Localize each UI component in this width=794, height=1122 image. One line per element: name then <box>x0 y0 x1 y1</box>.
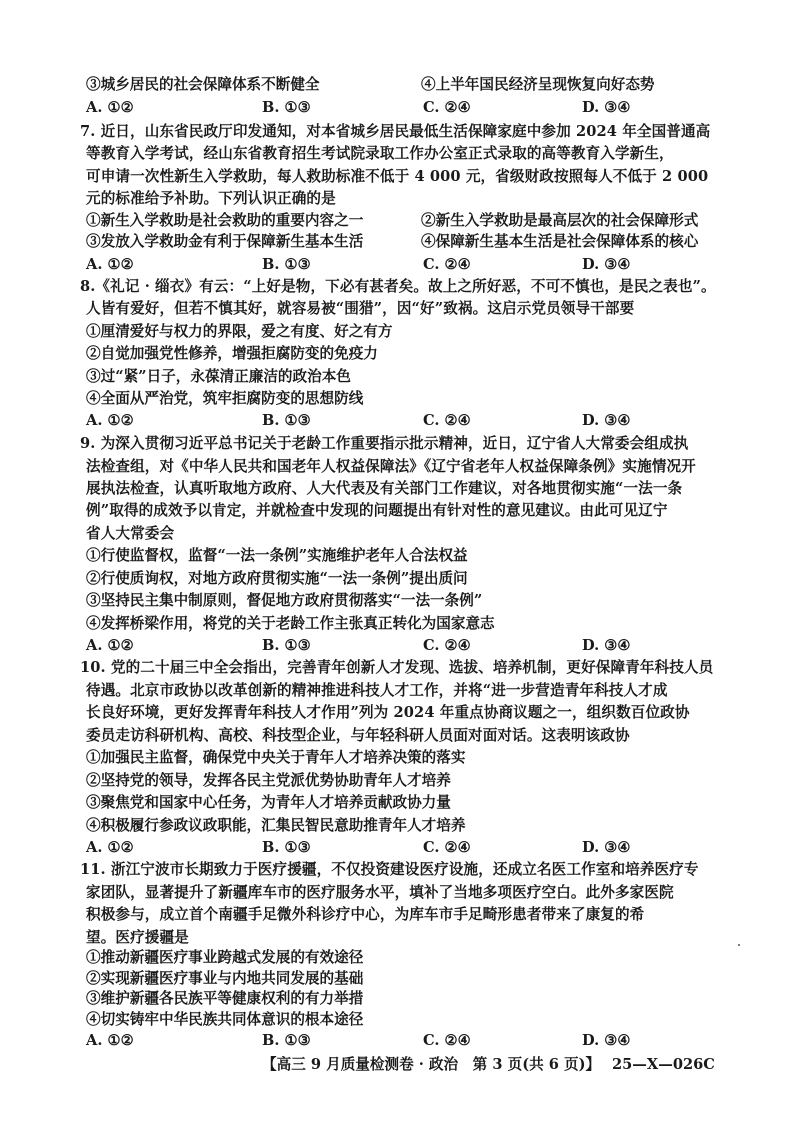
q9-stem-line-3: 展执法检查，认真听取地方政府、人大代表及有关部门工作建议，对各地贯彻实施“一法一条 <box>86 479 683 497</box>
q6-option-d: D. ③④ <box>582 99 631 117</box>
q8-statement-1: ①厘清爱好与权力的界限，爱之有度、好之有方 <box>86 322 393 340</box>
q7-stem-line-1: 7. 近日，山东省民政厅印发通知，对本省城乡居民最低生活保障家庭中参加 2024 年全国普通高 <box>80 122 711 140</box>
q10-stem-line-4: 委员走访科研机构、高校、科技型企业，与年轻科研人员面对面对话。这表明该政协 <box>86 726 630 744</box>
q11-option-a: A. ①② <box>86 1031 134 1049</box>
q7-option-b: B. ①③ <box>262 255 311 273</box>
q8-option-b: B. ①③ <box>262 411 311 429</box>
q8-statement-4: ④全面从严治党，筑牢拒腐防变的思想防线 <box>86 390 364 408</box>
q11-statement-3: ③维护新疆各民族平等健康权利的有力举措 <box>86 990 364 1008</box>
q11-stem-line-1: 11. 浙江宁波市长期致力于医疗援疆，不仅投资建设医疗设施，还成立名医工作室和培养医疗专 <box>80 861 699 879</box>
q6-statement-4: ④上半年国民经济呈现恢复向好态势 <box>421 76 655 93</box>
q8-stem-line-2: 人皆有爱好，但若不慎其好，就容易被“围猎”，因“好”致祸。这启示党员领导干部要 <box>86 300 635 318</box>
q10-statement-2: ②坚持党的领导，发挥各民主党派优势协助青年人才培养 <box>86 771 451 789</box>
q10-stem-line-1: 10. 党的二十届三中全会指出，完善青年创新人才发现、选拔、培养机制，更好保障青年科技人员 <box>80 659 714 677</box>
q7-option-c: C. ②④ <box>423 255 471 273</box>
q8-option-c: C. ②④ <box>423 411 471 429</box>
q10-stem-line-2: 待遇。北京市政协以改革创新的精神推进科技人才工作，并将“进一步营造青年科技人才成 <box>86 681 668 699</box>
q7-option-d: D. ③④ <box>582 255 631 273</box>
q11-statement-4: ④切实铸牢中华民族共同体意识的根本途径 <box>86 1011 364 1028</box>
q9-option-c: C. ②④ <box>423 637 471 654</box>
q8-stem-line-1: 8.《礼记 · 缁衣》有云：“上好是物，下必有甚者矣。故上之所好恶，不可不慎也，是民之表也”。 <box>80 278 716 295</box>
q10-option-b: B. ①③ <box>262 839 311 856</box>
q9-stem-line-4: 例”取得的成效予以肯定，并就检查中发现的问题提出有针对性的意见建议。由此可见辽宁 <box>86 502 668 520</box>
q10-option-c: C. ②④ <box>423 839 471 856</box>
q7-statement-4: ④保障新生基本生活是社会保障体系的核心 <box>421 233 699 251</box>
footer-title: 【高三 9 月质量检测卷 · 政治 第 3 页(共 6 页)】 <box>262 1055 601 1073</box>
q6-option-b: B. ①③ <box>262 99 311 117</box>
q9-option-b: B. ①③ <box>262 637 311 654</box>
q8-option-a: A. ①② <box>86 411 134 429</box>
q7-statement-2: ②新生入学救助是最高层次的社会保障形式 <box>421 211 699 229</box>
q9-stem-line-2: 法检查组，对《中华人民共和国老年人权益保障法》《辽宁省老年人权益保障条例》实施情况开 <box>86 457 696 475</box>
q9-option-d: D. ③④ <box>582 637 631 654</box>
q9-statement-3: ③坚持民主集中制原则，督促地方政府贯彻落实“一法一条例” <box>86 592 483 610</box>
q6-option-a: A. ①② <box>86 99 134 117</box>
q11-stem-line-4: 望。医疗援疆是 <box>86 928 189 946</box>
q10-option-d: D. ③④ <box>582 839 631 856</box>
q6-option-c: C. ②④ <box>423 99 471 117</box>
footer-code: 25—X—026C <box>612 1055 715 1073</box>
q7-stem-line-4: 元的标准给予补助。下列认识正确的是 <box>86 190 336 208</box>
q11-statement-2: ②实现新疆医疗事业与内地共同发展的基础 <box>86 969 364 987</box>
scan-speck <box>738 944 740 946</box>
q10-statement-4: ④积极履行参政议政职能，汇集民智民意助推青年人才培养 <box>86 816 466 834</box>
q10-stem-line-3: 长良好环境，更好发挥青年科技人才作用”列为 2024 年重点协商议题之一，组织数百位政协 <box>86 704 690 722</box>
q9-statement-2: ②行使质询权，对地方政府贯彻实施“一法一条例”提出质问 <box>86 569 468 587</box>
q11-option-b: B. ①③ <box>262 1031 311 1049</box>
q6-statement-3: ③城乡居民的社会保障体系不断健全 <box>86 76 320 93</box>
q9-statement-4: ④发挥桥梁作用，将党的关于老龄工作主张真正转化为国家意志 <box>86 614 495 632</box>
q7-stem-line-2: 等教育入学考试，经山东省教育招生考试院录取工作办公室正式录取的高等教育入学新生， <box>86 145 674 163</box>
q11-option-c: C. ②④ <box>423 1031 471 1049</box>
q7-statement-3: ③发放入学救助金有利于保障新生基本生活 <box>86 233 364 251</box>
q7-statement-1: ①新生入学救助是社会救助的重要内容之一 <box>86 211 364 229</box>
q9-stem-line-5: 省人大常委会 <box>86 524 175 542</box>
q11-statement-1: ①推动新疆医疗事业跨越式发展的有效途径 <box>86 949 364 967</box>
q9-statement-1: ①行使监督权，监督“一法一条例”实施维护老年人合法权益 <box>86 547 468 565</box>
q9-option-a: A. ①② <box>86 637 134 654</box>
q7-stem-line-3: 可申请一次性新生入学救助，每人救助标准不低于 4 000 元，省级财政按照每人不低于 2 000 <box>86 167 709 185</box>
q9-stem-line-1: 9. 为深入贯彻习近平总书记关于老龄工作重要指示批示精神，近日，辽宁省人大常委会组成执 <box>80 435 689 452</box>
q8-statement-3: ③过“紧”日子，永葆清正廉洁的政治本色 <box>86 367 351 385</box>
q10-statement-3: ③聚焦党和国家中心任务，为青年人才培养贡献政协力量 <box>86 794 451 812</box>
q11-stem-line-2: 家团队，显著提升了新疆库车市的医疗服务水平，填补了当地多项医疗空白。此外多家医院 <box>86 883 674 901</box>
q11-stem-line-3: 积极参与，成立首个南疆手足微外科诊疗中心，为库车市手足畸形患者带来了康复的希 <box>86 906 645 924</box>
q11-option-d: D. ③④ <box>582 1031 631 1049</box>
q10-statement-1: ①加强民主监督，确保党中央关于青年人才培养决策的落实 <box>86 749 466 767</box>
q10-option-a: A. ①② <box>86 839 134 856</box>
q8-statement-2: ②自觉加强党性修养，增强拒腐防变的免疫力 <box>86 345 378 363</box>
q7-option-a: A. ①② <box>86 255 134 273</box>
q8-option-d: D. ③④ <box>582 411 631 429</box>
